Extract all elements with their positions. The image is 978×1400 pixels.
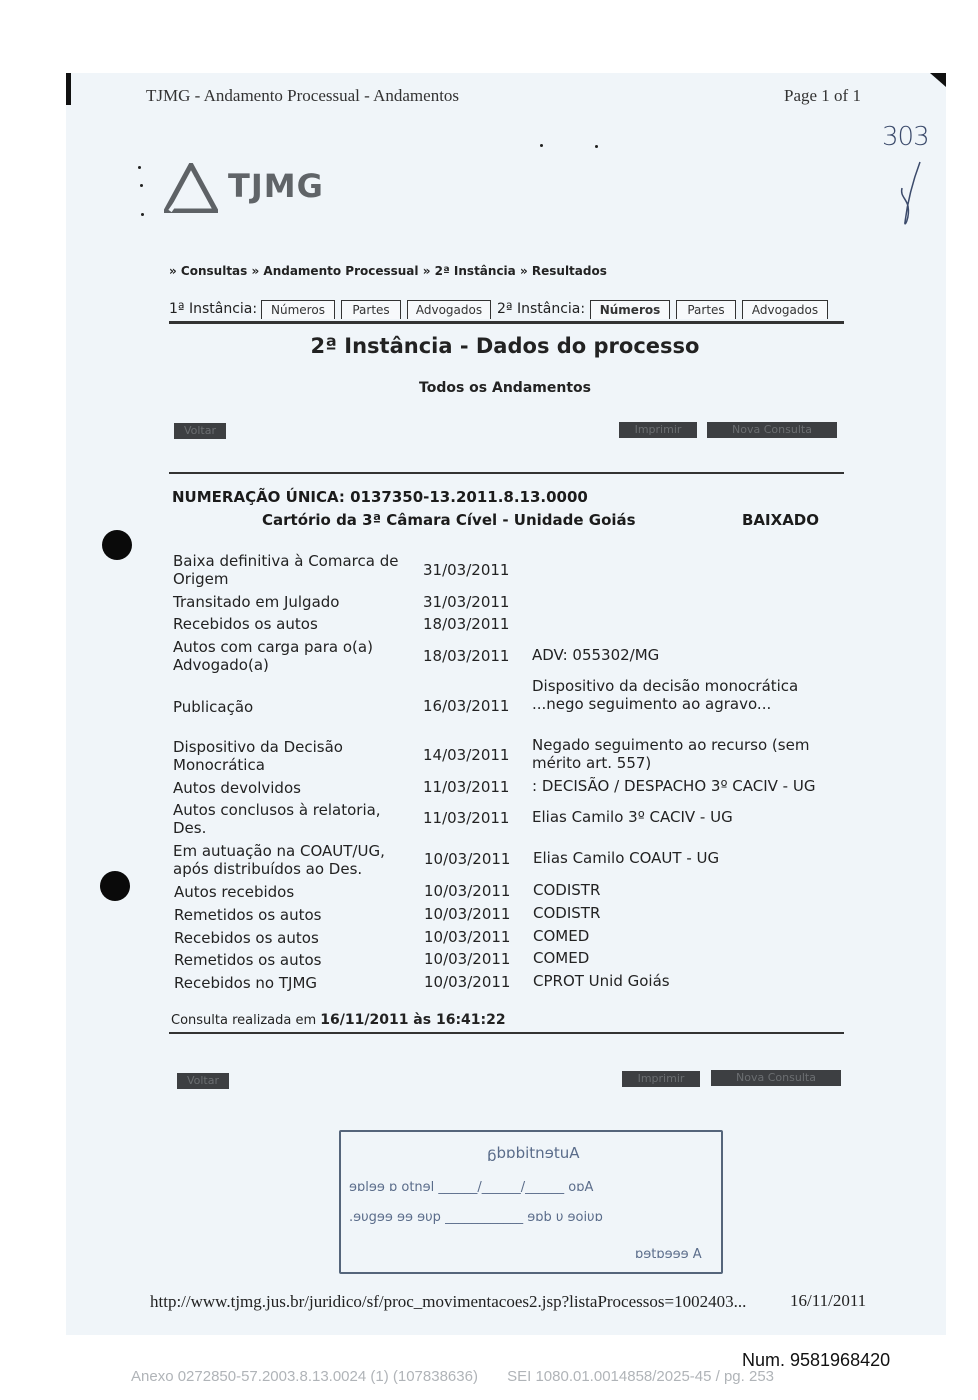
- process-number: NUMERAÇÃO ÚNICA: 0137350-13.2011.8.13.0000: [172, 488, 588, 506]
- andamento-desc: Transitado em Julgado: [173, 593, 340, 611]
- voltar-button-bottom[interactable]: Voltar: [177, 1073, 229, 1089]
- stamp-line: ɒɘtɒɘɘɘ A: [635, 1247, 702, 1262]
- scan-speck: [595, 145, 598, 148]
- andamento-info: ADV: 055302/MG: [532, 646, 660, 664]
- andamento-desc: Remetidos os autos: [174, 951, 322, 969]
- andamento-info: COMED: [533, 927, 590, 945]
- andamento-info: COMED: [533, 949, 590, 967]
- andamento-info: Elias Camilo 3º CACIV - UG: [532, 808, 733, 826]
- tab-second-partes[interactable]: Partes: [676, 300, 736, 319]
- andamento-date: 18/03/2011: [423, 647, 510, 665]
- andamento-desc: Publicação: [173, 698, 254, 716]
- andamento-desc: Dispositivo da Decisão Monocrática: [173, 738, 343, 774]
- instance-tabs: [169, 299, 844, 324]
- imprimir-button[interactable]: Imprimir: [619, 422, 697, 438]
- autenticidade-stamp: [339, 1130, 723, 1274]
- stamp-line: .ɘυgɘɘ ɘɘ ɘυp ____________ ɘɒb υ ɘoiυɒ: [349, 1210, 603, 1225]
- imprimir-button-bottom[interactable]: Imprimir: [622, 1071, 700, 1087]
- andamento-info: Dispositivo da decisão monocrática ...nego seguimento ao agravo...: [532, 677, 799, 713]
- andamento-desc: Em autuação na COAUT/UG, após distribuídos ao Des.: [173, 842, 385, 878]
- andamento-date: 18/03/2011: [423, 615, 510, 633]
- andamento-date: 10/03/2011: [424, 882, 511, 900]
- scan-edge: [66, 73, 71, 105]
- triangle-logo-icon: [164, 163, 218, 213]
- nova-consulta-button-bottom[interactable]: Nova Consulta: [711, 1070, 841, 1086]
- andamento-date: 11/03/2011: [423, 809, 510, 827]
- stamp-line: ᵷbɒbitnɘtuA: [487, 1144, 580, 1162]
- andamento-desc: Autos com carga para o(a) Advogado(a): [173, 638, 373, 674]
- andamento-date: 14/03/2011: [423, 746, 510, 764]
- andamento-desc: Autos recebidos: [174, 883, 295, 901]
- consulta-datetime: 16/11/2011 às 16:41:22: [320, 1012, 506, 1028]
- andamento-date: 10/03/2011: [424, 850, 511, 868]
- andamento-info: Negado seguimento ao recurso (sem mérito art. 557): [532, 736, 810, 772]
- breadcrumb[interactable]: » Consultas » Andamento Processual » 2ª Instância » Resultados: [169, 264, 607, 278]
- tab-first-advogados[interactable]: Advogados: [407, 300, 491, 319]
- scan-speck: [540, 144, 543, 147]
- footer-url: http://www.tjmg.jus.br/juridico/sf/proc_movimentacoes2.jsp?listaProcessos=1002403...: [150, 1292, 747, 1311]
- andamento-desc: Remetidos os autos: [174, 906, 322, 924]
- stamp-line: ɘɒlɘɘ ɒ otnɘl ______/______/______ oɒA: [349, 1180, 594, 1195]
- andamento-desc: Autos devolvidos: [173, 779, 301, 797]
- andamento-date: 10/03/2011: [424, 905, 511, 923]
- scan-speck: [138, 166, 141, 169]
- scan-speck: [141, 213, 144, 216]
- tab-first-partes[interactable]: Partes: [341, 300, 401, 319]
- divider: [169, 472, 844, 474]
- first-instance-label: 1ª Instância:: [169, 301, 258, 317]
- andamento-info: CPROT Unid Goiás: [533, 972, 670, 990]
- handwritten-initials: [896, 158, 926, 230]
- logo-text: TJMG: [228, 167, 324, 205]
- andamento-date: 10/03/2011: [424, 928, 511, 946]
- andamento-date: 31/03/2011: [423, 593, 510, 611]
- divider: [169, 1032, 844, 1034]
- page-indicator: Page 1 of 1: [784, 86, 861, 105]
- punch-hole: [100, 871, 130, 901]
- andamento-date: 10/03/2011: [424, 950, 511, 968]
- andamento-date: 11/03/2011: [423, 778, 510, 796]
- cartorio-name: Cartório da 3ª Câmara Cível - Unidade Goiás: [262, 511, 636, 529]
- andamento-info: CODISTR: [533, 881, 601, 899]
- andamento-info: : DECISÃO / DESPACHO 3º CACIV - UG: [532, 777, 816, 795]
- andamento-desc: Autos conclusos à relatoria, Des.: [173, 801, 381, 837]
- tab-first-numeros[interactable]: Números: [261, 300, 335, 319]
- andamento-date: 31/03/2011: [423, 561, 510, 579]
- browser-print-title: TJMG - Andamento Processual - Andamentos: [146, 86, 460, 105]
- andamento-info: CODISTR: [533, 904, 601, 922]
- andamento-desc: Recebidos os autos: [174, 929, 319, 947]
- page-subtitle: Todos os Andamentos: [419, 380, 591, 396]
- andamento-desc: Recebidos no TJMG: [174, 974, 318, 992]
- andamento-info: Elias Camilo COAUT - UG: [533, 849, 720, 867]
- consulta-prefix: Consulta realizada em: [171, 1013, 317, 1028]
- status-badge: BAIXADO: [742, 511, 819, 529]
- tab-second-advogados[interactable]: Advogados: [742, 300, 828, 319]
- andamento-desc: Recebidos os autos: [173, 615, 318, 633]
- second-instance-label: 2ª Instância:: [497, 301, 586, 317]
- page-title: 2ª Instância - Dados do processo: [310, 334, 700, 358]
- punch-hole: [102, 530, 132, 560]
- scan-speck: [140, 184, 143, 187]
- andamento-desc: Baixa definitiva à Comarca de Origem: [173, 552, 399, 588]
- footer-date: 16/11/2011: [790, 1291, 867, 1310]
- voltar-button[interactable]: Voltar: [174, 423, 226, 439]
- annex-watermark: Anexo 0272850-57.2003.8.13.0024 (1) (107838636) SEI 1080.01.0014858/2025-45 / pg. 253: [131, 1368, 775, 1385]
- andamento-date: 16/03/2011: [423, 697, 510, 715]
- tab-second-numeros[interactable]: Números: [590, 300, 670, 319]
- nova-consulta-button[interactable]: Nova Consulta: [707, 422, 837, 438]
- handwritten-page-number: 303: [882, 122, 929, 152]
- consulta-timestamp: [171, 1012, 506, 1028]
- document-number: Num. 9581968420: [742, 1350, 891, 1370]
- andamento-date: 10/03/2011: [424, 973, 511, 991]
